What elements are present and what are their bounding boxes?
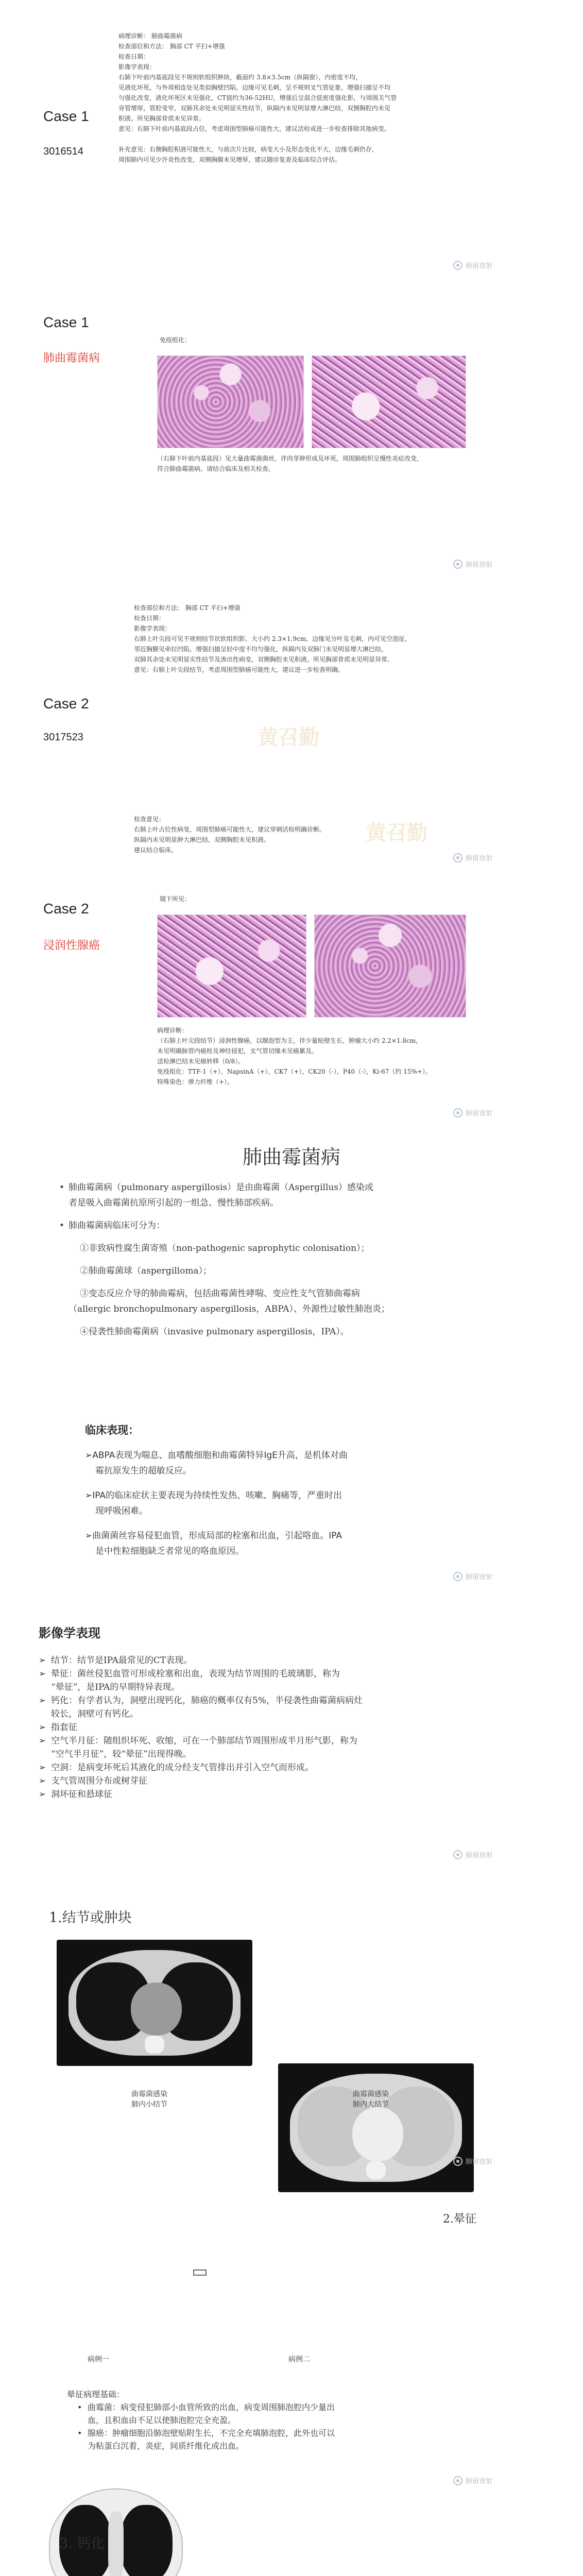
- arrow-bullet-icon: ➢: [39, 1762, 46, 1773]
- case1-micro-caption: [157, 453, 476, 474]
- sec1-caption-1-line-2: 肺内小结节: [131, 2100, 167, 2109]
- watermark-7: [453, 2156, 492, 2166]
- arrow-bullet-icon: ➢: [39, 1655, 46, 1666]
- case2-micro-caption-line: （右肺上叶尖段结节）浸润性腺癌，以腺泡型为主，伴少量贴壁生长，肿瘤大小约 2.2×1.8cm，: [157, 1037, 422, 1044]
- case1-report-line: 见液化坏死，与外周相连处见类似胸壁凹陷，边缘可见毛刺，呈不规则叉气管征象，增强扫描呈不均: [118, 84, 391, 91]
- watermark-text: 肺留放射: [466, 2158, 493, 2166]
- imaging-list: [39, 1654, 554, 1801]
- overview-p1: 肺曲霉菌病（pulmonary aspergillosis）是由曲霉菌（Aspergillus）感染或: [68, 1182, 374, 1193]
- arrow-bullet-icon: [39, 1748, 48, 1761]
- arrow-bullet-icon: [39, 1681, 48, 1694]
- clinical-item: [85, 1448, 507, 1479]
- imaging-item-text: 钙化：有学者认为，洞壁出现钙化，肺癌的概率仅有5%，半侵袭性曲霉菌病病灶: [51, 1696, 363, 1706]
- sec1-caption-2: [319, 2089, 422, 2110]
- case1-label-2: Case 1: [43, 314, 89, 330]
- case2-report-line: 邻近胸膜见牵拉凹陷，增强扫描呈轻中度不均匀强化，纵隔内及双肺门未见明显增大淋巴结，: [134, 646, 388, 653]
- case1-report-line: 影像学表现：: [118, 63, 156, 71]
- watermark-logo-icon: [453, 1108, 462, 1117]
- case1-report-line: 意见：右肺下叶前内基底段占位，考虑周围型肺癌可能性大，建议活检或进一步检查排除其他病变。: [118, 125, 391, 132]
- overview-p1b: 者是吸入曲霉菌抗原所引起的一组急、慢性肺部疾病。: [68, 1198, 279, 1208]
- case2-label: Case 2: [43, 696, 89, 711]
- case1-micro-label: 免疫组化：: [160, 336, 191, 344]
- imaging-item-text: “空气半月征”，较“晕征”出现得晚。: [51, 1749, 192, 1759]
- imaging-item-text: 洞坏征和悬球征: [51, 1789, 112, 1800]
- case2-micro-label: 镜下所见：: [160, 895, 191, 903]
- imaging-item-text: 指套征: [51, 1722, 77, 1733]
- sec2-path-item-text: 血，且积血由不足以使肺泡腔完全充盈。: [88, 2415, 236, 2425]
- overview-item-2: ②肺曲霉菌球（aspergilloma）；: [80, 1266, 212, 1276]
- sec3-title: 3. 钙化: [59, 2536, 105, 2552]
- overview-block: [59, 1180, 533, 1340]
- sec1-caption-2-line-1: 曲霉菌感染: [353, 2090, 389, 2098]
- sec2-title: 2.晕征: [443, 2213, 476, 2226]
- sec2-case1-label: 病例一: [88, 2355, 109, 2364]
- case1-report-line: 右肺下叶前内基底段见不规则软组织肿块，截面约 3.8×3.5cm（纵隔窗），内密度不均，: [118, 74, 362, 81]
- overview-item-1: ①非致病性腐生菌寄殖（non-pathogenic saprophytic colonisation）；: [80, 1243, 370, 1253]
- sec1-title: 1.结节或肿块: [49, 1910, 132, 1926]
- sec2-path-item-text: 腺癌：肿瘤细胞沿肺泡壁贴附生长，不完全充填肺泡腔，此外也可以: [88, 2428, 335, 2438]
- case1-report-line: 补充意见：右侧胸腔积液可能性大，与前次片比较，病变大小及形态变化不大，边缘毛刺仍存，: [118, 146, 379, 153]
- sec2-path-item-text: 曲霉菌：病变侵犯肺部小血管所致的出血，病变周围肺泡腔内少量出: [88, 2402, 335, 2412]
- clinical-item-line: 现呼吸困难。: [95, 1506, 148, 1516]
- watermark-logo-icon: [453, 2476, 462, 2485]
- bullet-dot-icon: [77, 2439, 84, 2452]
- sec2-path-title: 晕征病理基础：: [67, 2389, 125, 2399]
- case2-id: 3017523: [43, 732, 83, 743]
- sec2-case2-label: 病例二: [288, 2355, 310, 2364]
- stamp-1: 黄召勤: [258, 726, 319, 750]
- imaging-item: [39, 1774, 554, 1788]
- watermark-2: [453, 559, 492, 569]
- watermark-text: 肺留放射: [466, 855, 493, 862]
- sec1-caption-1-line-1: 曲霉菌感染: [131, 2090, 167, 2098]
- case2-micro-caption-line: 免疫组化：TTF-1（+），NapsinA（+），CK7（+），CK20（-），P40（-），Ki-67（约 15%+）。: [157, 1068, 432, 1075]
- overview-p2: 肺曲霉菌病临床可分为：: [68, 1221, 165, 1231]
- imaging-item-text: 支气管周围分布或树芽征: [51, 1776, 147, 1786]
- overview-para-2: [59, 1218, 533, 1233]
- case2-micro-caption-line: 送检淋巴结未见癌转移（0/8）。: [157, 1058, 245, 1065]
- watermark-text: 肺留放射: [466, 1573, 493, 1581]
- case1-report-line: 病理诊断： 肺曲霉菌病: [118, 32, 182, 40]
- arrow-bullet-icon: ➢: [39, 1722, 46, 1733]
- case2-report-line: 右肺上叶尖段可见不规则结节状软组织影，大小约 2.3×1.9cm，边缘见分叶及毛刺，内可见空泡征，: [134, 635, 411, 642]
- case2-diagnosis-tag: 浸润性腺癌: [43, 939, 100, 952]
- case2-micro-caption-line: 特殊染色：弹力纤维（+）。: [157, 1078, 234, 1086]
- case1-report-text: [118, 31, 520, 165]
- ct-nodule-large: [278, 2063, 474, 2192]
- case2-micro-caption-line: 病理诊断：: [157, 1027, 188, 1034]
- case1-report-line: 周围肺内可见少许炎性改变，双侧胸膜未见增厚，建议随诊复查及临床综合评估。: [118, 156, 341, 163]
- case2-micro-caption-line: 未见明确脉管内癌栓及神经侵犯，支气管切缘未见癌累及。: [157, 1047, 318, 1055]
- case1-micro-caption-line: 符合肺曲霉菌病。请结合临床及相关检查。: [157, 465, 275, 472]
- watermark-text: 肺留放射: [466, 1110, 493, 1117]
- case1-micrograph-1: [157, 355, 304, 448]
- case1-micro-caption-line: （右肺下叶前内基底段）见大量曲霉菌菌丝，伴肉芽肿形成及坏死，周围肺组织呈慢性炎症改变，: [157, 455, 423, 462]
- case2-report-line: 检查日期：: [134, 615, 165, 622]
- imaging-item-text: 晕征：菌丝侵犯血管可形成栓塞和出血，表现为结节周围的毛玻璃影，称为: [51, 1669, 340, 1679]
- case2-report-line: 检查部位和方法： 胸部 CT 平扫+增强: [134, 604, 241, 612]
- imaging-item: [39, 1694, 554, 1721]
- imaging-item: [39, 1761, 554, 1774]
- case2-short-report: [134, 814, 494, 855]
- watermark-logo-icon: [453, 1572, 462, 1581]
- clinical-item: [85, 1488, 507, 1519]
- case1-report-line: 检查部位和方法： 胸部 CT 平扫+增强: [118, 43, 225, 50]
- bullet-dot-icon: •: [59, 1221, 65, 1231]
- arrow-bullet-icon: ➢: [39, 1696, 46, 1706]
- case2-report-line: 影像学表现：: [134, 625, 172, 632]
- clinical-item-line: ➢IPA的临床症状主要表现为持续性发热、咳嗽、胸痛等，严重时出: [85, 1490, 342, 1501]
- overview-item-4: ④侵袭性肺曲霉菌病（invasive pulmonary aspergillosis，IPA）。: [80, 1327, 349, 1337]
- case1-report-line: 检查日期：: [118, 53, 150, 60]
- case1-report-line: [118, 134, 520, 144]
- clinical-title: 临床表现：: [85, 1424, 139, 1436]
- watermark-logo-icon: [453, 2157, 462, 2166]
- imaging-item: [39, 1734, 554, 1761]
- bullet-dot-icon: •: [59, 1182, 65, 1193]
- halo-indicator-box: [193, 2269, 207, 2276]
- case2-short-line: 纵隔内未见明显肿大淋巴结，双侧胸腔未见积液。: [134, 836, 270, 843]
- watermark-logo-icon: [453, 560, 462, 569]
- case1-label: Case 1: [43, 108, 89, 124]
- imaging-item-text: 较长，洞壁可有钙化。: [51, 1709, 139, 1719]
- case2-report-line: 双肺其余处未见明显实性结节及渗出性病变，双侧胸腔未见积液，所见胸部骨质未见明显异常。: [134, 656, 394, 663]
- imaging-title: 影像学表现: [39, 1626, 100, 1640]
- overview-para-1: [59, 1180, 533, 1195]
- case2-short-line: 检查意见：: [134, 816, 165, 823]
- arrow-bullet-icon: ➢: [39, 1789, 46, 1800]
- stamp-2: 黄召勤: [366, 821, 427, 845]
- overview-item-3: ③变态反应介导的肺曲霉病，包括曲霉菌性哮喘、变应性支气管肺曲霉病: [80, 1289, 360, 1299]
- overview-item-3b: （allergic bronchopulmonary aspergillosis，ABPA）、外源性过敏性肺泡炎；: [68, 1304, 390, 1314]
- imaging-item: [39, 1667, 554, 1694]
- watermark-logo-icon: [453, 261, 462, 270]
- clinical-item-line: ➢曲菌菌丝容易侵犯血管，形成局部的栓塞和出血，引起咯血。IPA: [85, 1531, 342, 1541]
- watermark-logo-icon: [453, 1850, 462, 1859]
- case2-label-2: Case 2: [43, 901, 89, 917]
- case1-report-line: 积液。所见胸部骨质未见异常。: [118, 115, 205, 122]
- case2-micrograph-2: [314, 914, 466, 1018]
- clinical-list: [85, 1448, 507, 1568]
- sec1-caption-2-line-2: 肺内大结节: [353, 2100, 389, 2109]
- case1-micrograph-2: [312, 355, 466, 448]
- imaging-item: [39, 1654, 554, 1667]
- case1-diagnosis-tag: 肺曲霉菌病: [43, 352, 100, 365]
- case2-micro-caption: [157, 1025, 487, 1087]
- watermark-3: [453, 853, 492, 862]
- clinical-item-line: 霉抗原发生的超敏反应。: [95, 1466, 192, 1476]
- case2-short-line: 右肺上叶占位性病变，周围型肺癌可能性大，建议穿刺活检明确诊断。: [134, 826, 326, 833]
- imaging-item-text: “晕征”，是IPA的早期特异表现。: [51, 1682, 180, 1692]
- imaging-item-text: 空气半月征：随组织坏死、收缩，可在一个肺部结节周围形成半月形气影，称为: [51, 1736, 357, 1746]
- case2-report-text: [134, 603, 525, 675]
- case1-id: 3016514: [43, 146, 83, 157]
- case2-micrograph-1: [157, 914, 306, 1018]
- imaging-item-text: 结节：结节是IPA最常见的CT表现。: [51, 1655, 193, 1666]
- watermark-4: [453, 1108, 492, 1117]
- arrow-bullet-icon: ➢: [39, 1736, 46, 1746]
- case2-report-line: 意见：右肺上叶尖段结节，考虑周围型肺癌可能性大，建议进一步检查明确。: [134, 666, 345, 673]
- watermark-8: [453, 2476, 492, 2485]
- clinical-item-line: 是中性粒细胞缺乏者常见的咯血原因。: [95, 1546, 244, 1556]
- sec2-pathology: [67, 2388, 489, 2452]
- watermark-5: [453, 1571, 492, 1581]
- imaging-item: [39, 1788, 554, 1801]
- bullet-dot-icon: •: [77, 2428, 82, 2438]
- ct-nodule-small: [57, 1940, 252, 2066]
- sec1-caption-1: [98, 2089, 201, 2110]
- overview-title: 肺曲霉菌病: [242, 1146, 340, 1168]
- arrow-bullet-icon: ➢: [39, 1776, 46, 1786]
- bullet-dot-icon: •: [77, 2402, 82, 2412]
- case1-report-line: 旁管增厚，管腔变窄，双肺其余处未见明显实性结节，纵隔内未见明显增大淋巴结，双侧胸腔内未见: [118, 105, 391, 112]
- watermark-text: 肺留放射: [466, 561, 493, 569]
- case1-report-line: 匀强化改变，液化坏死区未见强化，CT值约为36-52HU，增强后呈混合低密度强化影，与周围关气管: [118, 94, 397, 101]
- sec2-path-list: [67, 2401, 489, 2452]
- watermark-text: 肺留放射: [466, 1852, 493, 1859]
- arrow-bullet-icon: [39, 1707, 48, 1721]
- arrow-bullet-icon: ➢: [39, 1669, 46, 1679]
- watermark-1: [453, 260, 492, 270]
- imaging-item: [39, 1721, 554, 1734]
- case2-short-line: 建议结合临床。: [134, 846, 178, 854]
- bullet-dot-icon: [77, 2414, 84, 2427]
- sec2-path-item-text: 为粘蛋白沉着，炎症，间质纤维化或出血。: [88, 2441, 245, 2451]
- clinical-item-line: ➢ABPA表现为喘息、血嗜酸细胞和曲霉菌特异IgE升高，是机体对曲: [85, 1450, 348, 1461]
- watermark-text: 肺留放射: [466, 262, 493, 270]
- watermark-6: [453, 1850, 492, 1859]
- watermark-text: 肺留放射: [466, 2478, 493, 2485]
- clinical-item: [85, 1528, 507, 1559]
- imaging-item-text: 空洞：是病变坏死后其液化的成分经支气管排出并引入空气而形成。: [51, 1762, 314, 1773]
- watermark-logo-icon: [453, 853, 462, 862]
